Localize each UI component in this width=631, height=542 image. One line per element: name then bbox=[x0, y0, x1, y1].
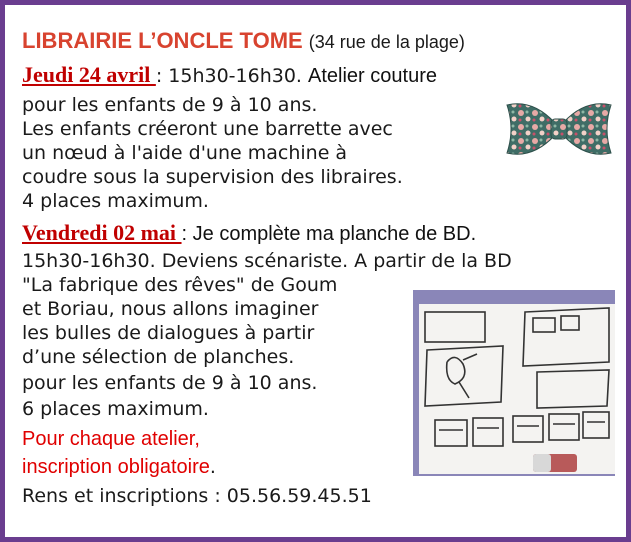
event1-line: coudre sous la supervision des libraires. bbox=[22, 166, 403, 188]
event2-line: pour les enfants de 9 à 10 ans. bbox=[22, 372, 318, 394]
comic-page-image bbox=[413, 290, 615, 476]
shop-address: (34 rue de la plage) bbox=[308, 32, 465, 52]
shop-title: LIBRAIRIE L’ONCLE TOME bbox=[22, 28, 303, 53]
event1-line: 4 places maximum. bbox=[22, 190, 209, 212]
event1-line: pour les enfants de 9 à 10 ans. bbox=[22, 94, 318, 116]
contact-line: Rens et inscriptions : 05.56.59.45.51 bbox=[22, 485, 372, 507]
event2-line: "La fabrique des rêves" de Goum bbox=[22, 274, 338, 296]
event1-line: un nœud à l'aide d'une machine à bbox=[22, 142, 348, 164]
header-line bbox=[22, 30, 465, 53]
event1-heading bbox=[22, 64, 437, 87]
event1-title: Atelier couture bbox=[308, 65, 437, 87]
notice-text: inscription obligatoire bbox=[22, 456, 210, 478]
notice-line1: Pour chaque atelier, bbox=[22, 428, 200, 450]
event2-date: Vendredi 02 mai bbox=[22, 220, 182, 245]
event2-line: et Boriau, nous allons imaginer bbox=[22, 298, 319, 320]
event1-date: Jeudi 24 avril bbox=[22, 62, 156, 87]
event1-line: Les enfants créeront une barrette avec bbox=[22, 118, 393, 140]
notice-line2 bbox=[22, 456, 216, 478]
bow-tie-image bbox=[503, 95, 615, 163]
notice-period: . bbox=[209, 456, 216, 478]
event2-line: 6 places maximum. bbox=[22, 398, 209, 420]
event2-title: : Je complète ma planche de BD. bbox=[181, 223, 477, 245]
event2-line: 15h30-16h30. Deviens scénariste. A partir de la BD bbox=[22, 250, 512, 272]
event1-time: : 15h30-16h30. bbox=[155, 65, 309, 87]
event2-line: les bulles de dialogues à partir bbox=[22, 322, 315, 344]
event2-heading bbox=[22, 222, 476, 245]
event2-line: d’une sélection de planches. bbox=[22, 346, 295, 368]
